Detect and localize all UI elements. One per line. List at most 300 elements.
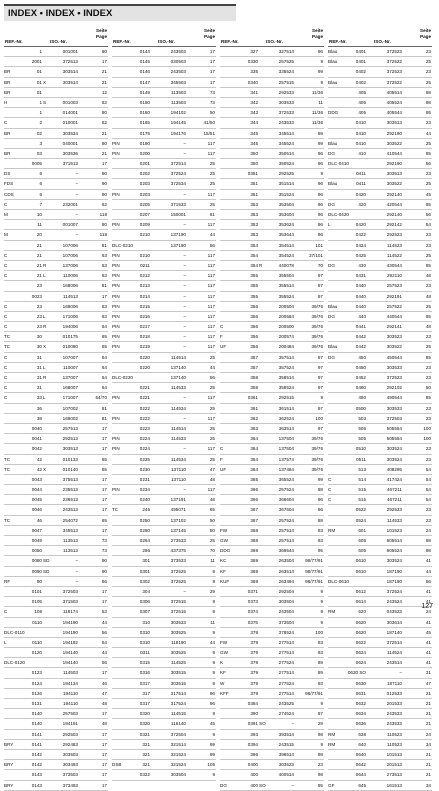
ref-prefix: C <box>328 476 332 482</box>
iso-number: 194110 <box>63 690 78 696</box>
table-row <box>220 587 324 597</box>
ref-number: 0640 <box>355 751 366 757</box>
table-row <box>328 699 432 709</box>
ref-number: 0216 <box>139 313 150 319</box>
table-row <box>4 404 108 414</box>
ref-number: 405 <box>358 99 366 105</box>
table-row <box>4 587 108 597</box>
page-ref: 25 <box>209 171 215 177</box>
iso-number: 303522 <box>386 140 402 146</box>
table-row <box>220 567 324 577</box>
table-row <box>220 638 324 648</box>
ref-number: 355 <box>250 273 258 279</box>
page-ref: 25 <box>209 385 215 391</box>
ref-number: 379 <box>250 650 258 656</box>
page-ref: 17 <box>101 446 107 452</box>
ref-prefix: DG <box>328 313 335 319</box>
table-row <box>4 679 108 689</box>
ref-prefix: C <box>4 324 8 330</box>
page-ref: 54 <box>425 466 431 472</box>
iso-number: 101523 <box>386 527 402 533</box>
ref-prefix: PIN <box>112 273 120 279</box>
table-row <box>220 730 324 740</box>
iso-number: 351524 <box>278 191 294 197</box>
table-row <box>328 679 432 689</box>
page-ref: 25 <box>209 354 215 360</box>
page-ref: 48 <box>101 721 107 727</box>
iso-number: 292190 <box>386 161 402 167</box>
ref-number: 0264 <box>139 538 150 543</box>
ref-number: 350 <box>250 150 258 156</box>
ref-number: 0147 <box>139 79 150 85</box>
table-row <box>220 363 324 373</box>
page-ref: 64 <box>101 324 107 330</box>
ref-number: 0141 <box>31 741 42 747</box>
iso-number: 114533 <box>171 385 186 391</box>
table-row <box>328 628 432 638</box>
table-row <box>112 719 216 729</box>
ref-number: 0452 <box>355 375 366 380</box>
table-row <box>328 200 432 210</box>
table-row <box>112 658 216 668</box>
ref-number: 0224 <box>139 436 150 442</box>
ref-number: 350 <box>250 161 258 167</box>
ref-prefix: GF <box>328 782 335 788</box>
table-row <box>4 516 108 526</box>
ref-number: 0200 <box>139 150 150 156</box>
page-ref: 80 <box>101 222 107 228</box>
page-ref: 23 <box>425 507 431 513</box>
ref-suffix: S <box>43 99 47 105</box>
table-row <box>220 210 324 220</box>
ref-prefix: BR <box>4 69 11 75</box>
ref-number: 0394 <box>247 741 258 747</box>
page-ref: 17 <box>101 507 107 513</box>
ref-number: 246 <box>142 507 150 513</box>
iso-number: 373493 <box>62 782 78 788</box>
page-ref: 50 <box>209 110 215 116</box>
table-row <box>112 78 216 88</box>
page-ref: 85 <box>425 354 431 360</box>
table-row <box>220 342 324 352</box>
ref-prefix: PIN <box>112 191 120 197</box>
ref-number: 0351 <box>247 171 258 177</box>
iso-number: 187190 <box>386 568 402 574</box>
ref-number: 7 <box>39 201 42 207</box>
table-row <box>328 465 432 475</box>
table-row <box>328 526 432 536</box>
ref-number: 0123 <box>31 670 42 676</box>
ref-number: 02 <box>36 130 42 136</box>
table-row <box>4 658 108 668</box>
ref-number: 0212 <box>139 273 150 279</box>
ref-number: 0260 <box>139 527 150 533</box>
iso-number: 243533 <box>386 721 402 727</box>
ref-number: 0143 <box>31 782 42 788</box>
iso-number: 107006 <box>62 242 78 248</box>
table-row <box>328 587 432 597</box>
table-row <box>328 516 432 526</box>
ref-number: 356 <box>250 334 258 340</box>
index-column <box>4 28 108 791</box>
table-row <box>220 414 324 424</box>
iso-number: 114514 <box>171 425 186 431</box>
ref-number: 36 <box>36 405 42 411</box>
page-ref: 117 <box>207 262 215 268</box>
ref-prefix: L <box>4 639 7 645</box>
ref-number: 10 <box>36 212 42 217</box>
page-ref: 21 <box>101 130 107 136</box>
table-row <box>220 393 324 403</box>
table-row <box>220 516 324 526</box>
table-row <box>220 709 324 719</box>
page-ref: 9 <box>212 680 215 686</box>
table-row <box>328 556 432 566</box>
page-ref: 98 <box>425 538 431 543</box>
page-ref: 100 <box>315 629 323 635</box>
ref-number: 0218 <box>139 334 150 340</box>
iso-header: ISO.-Nr. <box>50 39 67 44</box>
iso-number: 137484 <box>278 466 294 472</box>
page-ref: 85 <box>425 395 431 401</box>
ref-number: 0373 <box>247 599 258 605</box>
iso-number: 137140 <box>170 364 186 370</box>
iso-number: – <box>183 487 186 493</box>
table-row <box>220 495 324 505</box>
ref-number: 368 <box>250 527 258 533</box>
table-row <box>112 271 216 281</box>
ref-prefix: DLC-0410 <box>328 161 349 167</box>
page-ref: 96 <box>317 150 323 156</box>
page-ref: 17 <box>101 293 107 299</box>
iso-number: 243503 <box>170 49 186 54</box>
table-row <box>112 383 216 393</box>
page-ref: 17 <box>101 711 107 717</box>
table-row <box>328 179 432 189</box>
ref-number: 327 <box>250 49 258 54</box>
table-row <box>4 628 108 638</box>
table-row <box>112 424 216 434</box>
ref-suffix: X <box>43 466 47 472</box>
ref-number: 0234 <box>139 487 150 493</box>
iso-number: 110006 <box>63 273 78 279</box>
iso-number: 303503 <box>62 751 78 757</box>
ref-number: 353 <box>250 201 258 207</box>
ref-prefix: Blau <box>328 344 338 350</box>
page-ref: 25 <box>209 456 215 462</box>
table-row <box>328 781 432 791</box>
iso-number: 303614 <box>386 619 402 625</box>
page-ref: 97 <box>317 364 323 370</box>
table-row <box>220 292 324 302</box>
table-row <box>4 475 108 485</box>
page-ref: 98 <box>425 548 431 554</box>
iso-number: 107007 <box>62 354 78 360</box>
page-ref: 25 <box>425 79 431 85</box>
ref-number: 01 <box>36 79 42 85</box>
iso-number: 345524 <box>278 140 294 146</box>
iso-number: 303525 <box>170 650 186 656</box>
iso-number: 350524 <box>278 161 294 167</box>
ref-prefix: PIN <box>112 222 120 228</box>
page-ref: 117 <box>207 344 215 350</box>
ref-number: 21 <box>36 252 42 258</box>
ref-number: 0215 <box>139 303 150 309</box>
iso-number: 114533 <box>387 517 402 523</box>
iso-number: – <box>183 415 186 421</box>
iso-number: 277514 <box>278 650 294 656</box>
iso-number: – <box>183 283 186 289</box>
page-header: Seite Page <box>96 28 107 39</box>
ref-prefix: PIN <box>112 446 120 452</box>
ref-number: 0610 <box>355 568 366 574</box>
page-ref: 21 <box>425 762 431 768</box>
table-row <box>328 271 432 281</box>
iso-number: 243513 <box>62 507 78 513</box>
ref-number: 0302 <box>139 578 150 584</box>
table-row <box>220 78 324 88</box>
iso-number: 437375 <box>170 548 186 554</box>
page-ref: 85 <box>425 313 431 319</box>
ref-prefix: C <box>220 324 224 330</box>
ref-number: 0371 <box>247 588 258 594</box>
table-row <box>328 760 432 770</box>
page-ref: 23 <box>425 456 431 462</box>
page-ref: 53 <box>101 609 107 615</box>
page-ref: 23 <box>425 517 431 523</box>
index-column <box>112 28 216 781</box>
iso-number: 254072 <box>62 517 78 523</box>
ref-suffix: SD <box>43 558 50 564</box>
ref-number: 368 <box>250 538 258 543</box>
ref-prefix: K <box>220 660 224 666</box>
ref-suffix: L <box>43 313 46 319</box>
page-ref: 117 <box>207 273 215 279</box>
ref-number: 0500 <box>355 405 366 411</box>
iso-number: 292504 <box>278 588 294 594</box>
iso-number: 243525 <box>278 701 294 706</box>
table-row <box>112 404 216 414</box>
table-row <box>112 363 216 373</box>
table-row <box>220 353 324 363</box>
page-ref: 9 <box>212 568 215 574</box>
iso-number: 366604 <box>278 497 294 503</box>
table-row <box>112 230 216 240</box>
table-row <box>220 383 324 393</box>
page-ref: 93 <box>317 527 323 533</box>
ref-prefix: DG <box>328 201 335 207</box>
ref-prefix: Blau <box>328 59 338 65</box>
iso-number: 371503 <box>62 599 78 605</box>
page-ref: 98/77/91 <box>305 558 323 564</box>
iso-number: 372514 <box>386 639 402 645</box>
ref-prefix: RM <box>328 741 336 747</box>
page-ref: 39/76 <box>311 456 323 462</box>
ref-number: 450 <box>358 354 366 360</box>
iso-number: 113503 <box>171 89 186 95</box>
table-row <box>220 251 324 261</box>
ref-prefix: C <box>4 313 8 319</box>
ref-number: 0317 <box>139 680 150 686</box>
ref-prefix: FW <box>220 639 228 645</box>
iso-number: 114534 <box>171 405 186 411</box>
iso-number: 373503 <box>62 772 78 778</box>
ref-number: 645 <box>358 782 366 788</box>
table-row <box>112 597 216 607</box>
iso-number: 273533 <box>170 538 186 543</box>
ref-number: 0150 <box>139 99 150 105</box>
page-ref: 101 <box>315 242 323 248</box>
iso-number: 113513 <box>63 548 78 554</box>
ref-prefix: PIN <box>112 150 120 156</box>
page-ref: 9 <box>320 619 323 625</box>
ref-number: 0310 <box>139 629 150 635</box>
iso-number: 372503 <box>386 415 402 421</box>
ref-number: 364 <box>250 446 258 452</box>
ref-header: REF.-Nr. <box>221 39 239 44</box>
iso-number: 353624 <box>278 222 294 228</box>
page-ref: 70 <box>209 548 215 554</box>
ref-number: 0320 <box>139 721 150 727</box>
table-row <box>220 322 324 332</box>
iso-number: 371513 <box>62 161 78 167</box>
page-ref: 17 <box>101 476 107 482</box>
iso-number: 257515 <box>278 79 294 85</box>
table-row <box>112 190 216 200</box>
iso-number: 257524 <box>278 517 294 523</box>
page-ref: 96 <box>209 690 215 696</box>
ref-number: 42 <box>36 456 42 462</box>
ref-number: 321 <box>142 762 150 768</box>
table-row <box>4 322 108 332</box>
page-ref: 17 <box>101 436 107 442</box>
iso-number: 200500 <box>278 324 294 330</box>
ref-number: 0307 <box>139 609 150 615</box>
iso-number: 137110 <box>171 466 186 472</box>
table-row <box>220 740 324 750</box>
page-ref: 64/70 <box>95 395 107 401</box>
page-ref: 117 <box>207 293 215 299</box>
table-row <box>4 546 108 556</box>
page-ref: 73 <box>101 548 107 554</box>
iso-number: 194140 <box>62 650 78 656</box>
table-row <box>112 261 216 271</box>
ref-number: 0511 <box>356 456 366 462</box>
page-ref: 105 <box>207 762 215 768</box>
table-row <box>112 607 216 617</box>
page-ref: 56 <box>101 660 107 666</box>
table-row <box>328 118 432 128</box>
page-ref: 17 <box>101 588 107 594</box>
page-ref: 56 <box>101 629 107 635</box>
page-ref: 25 <box>425 181 431 187</box>
table-row <box>220 241 324 251</box>
ref-number: 0219 <box>139 344 150 350</box>
ref-number: 6 <box>39 171 42 177</box>
iso-number: 292503 <box>62 731 78 737</box>
page-ref: 98/77/91 <box>305 690 323 696</box>
iso-number: 355524 <box>278 293 294 299</box>
table-row <box>328 251 432 261</box>
ref-number: 0221 <box>139 385 150 391</box>
ref-number: 503 <box>358 415 366 421</box>
iso-number: 113503 <box>171 99 186 105</box>
ref-number: 0401 <box>355 49 366 54</box>
ref-number: 490 <box>358 395 366 401</box>
page-ref: 21 <box>425 701 431 706</box>
iso-number: 365524 <box>278 476 294 482</box>
iso-number: 417424 <box>386 476 402 482</box>
ref-prefix: C <box>4 354 8 360</box>
iso-number: 303523 <box>278 762 294 768</box>
page-ref: 64 <box>101 354 107 360</box>
iso-number: 114514 <box>171 354 186 360</box>
page-ref: 117 <box>207 446 215 452</box>
iso-number: 353604 <box>278 212 294 217</box>
table-row <box>112 241 216 251</box>
ref-number: 405 <box>358 89 366 95</box>
page-ref: 117 <box>207 415 215 421</box>
iso-number: – <box>75 212 78 217</box>
table-row <box>4 719 108 729</box>
page-ref: 9 <box>320 79 323 85</box>
page-ref: 80 <box>101 140 107 146</box>
table-row <box>328 342 432 352</box>
iso-number: 373533 <box>170 558 186 564</box>
ref-prefix: DG <box>328 262 335 268</box>
iso-number: 257522 <box>386 303 402 309</box>
ref-number: 361 <box>250 405 258 411</box>
table-row <box>112 108 216 118</box>
ref-prefix: C <box>4 120 8 126</box>
table-row <box>220 332 324 342</box>
page-ref: 64 <box>101 364 107 370</box>
table-row <box>112 393 216 403</box>
ref-number: 0644 <box>355 772 366 778</box>
page-ref: 24 <box>425 731 431 737</box>
page-ref: 96 <box>317 497 323 503</box>
ref-number: 31 <box>36 385 42 391</box>
table-row <box>328 750 432 760</box>
ref-suffix: L <box>43 395 46 401</box>
ref-number: 0225 <box>139 456 150 462</box>
page-ref: 17 <box>209 59 215 65</box>
page-ref: 118 <box>99 232 107 238</box>
page-ref: 97 <box>317 354 323 360</box>
table-row <box>4 526 108 536</box>
ref-number: 0384 <box>247 701 258 706</box>
table-row <box>4 129 108 139</box>
ref-number: 38 <box>36 415 42 421</box>
iso-number: 420544 <box>386 201 402 207</box>
table-row <box>112 455 216 465</box>
ref-number: 0209 <box>139 222 150 228</box>
page-ref: 23 <box>425 405 431 411</box>
ref-number: 01 <box>36 89 42 95</box>
table-row <box>4 230 108 240</box>
page-ref: 46 <box>101 680 107 686</box>
page-ref: 48 <box>209 476 215 482</box>
ref-number: 1 <box>39 110 42 116</box>
iso-number: 440078 <box>278 262 294 268</box>
page-ref: 44 <box>209 364 215 370</box>
page-ref: 9 <box>320 59 323 65</box>
page-ref: 117 <box>207 140 215 146</box>
iso-number: 372504 <box>170 731 186 737</box>
iso-number: 303525 <box>170 629 186 635</box>
page-ref: 89 <box>317 670 323 676</box>
table-row <box>328 740 432 750</box>
